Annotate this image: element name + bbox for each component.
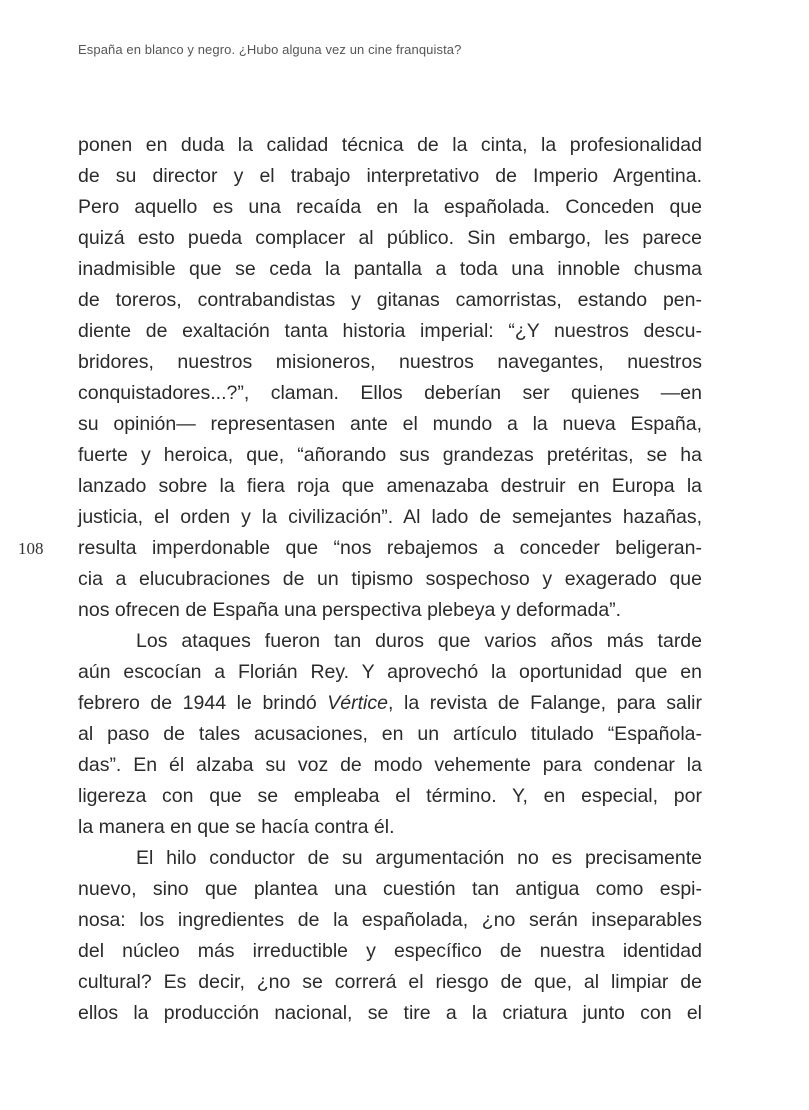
text-line: cultural? Es decir, ¿no se correrá el riesgo de que, al limpiar de xyxy=(78,971,702,993)
text-segment: febrero de 1944 le brindó xyxy=(78,692,328,714)
text-line: diente de exaltación tanta historia imperial: “¿Y nuestros descu- xyxy=(78,320,702,342)
text-line: inadmisible que se ceda la pantalla a toda una innoble chusma xyxy=(78,258,702,280)
text-line: lanzado sobre la fiera roja que amenazaba destruir en Europa la xyxy=(78,475,702,497)
paragraph-start-line: Los ataques fueron tan duros que varios años más tarde xyxy=(136,630,702,652)
text-line: al paso de tales acusaciones, en un artículo titulado “Española- xyxy=(78,723,702,745)
text-line: su opinión— representasen ante el mundo a la nueva España, xyxy=(78,413,702,435)
paragraph-start-line: El hilo conductor de su argumentación no es precisamente xyxy=(136,847,702,869)
text-line: nuevo, sino que plantea una cuestión tan antigua como espi- xyxy=(78,878,702,900)
text-line: conquistadores...?”, claman. Ellos deberían ser quienes —en xyxy=(78,382,702,404)
text-line: resulta imperdonable que “nos rebajemos a conceder beligeran- xyxy=(78,537,702,559)
text-line: del núcleo más irreductible y específico de nuestra identidad xyxy=(78,940,702,962)
text-line: ligereza con que se empleaba el término. Y, en especial, por xyxy=(78,785,702,807)
text-line: nosa: los ingredientes de la españolada, ¿no serán inseparables xyxy=(78,909,702,931)
text-line: bridores, nuestros misioneros, nuestros navegantes, nuestros xyxy=(78,351,702,373)
text-line: aún escocían a Florián Rey. Y aprovechó la oportunidad que en xyxy=(78,661,702,683)
text-line: de su director y el trabajo interpretativo de Imperio Argentina. xyxy=(78,165,702,187)
text-line: nos ofrecen de España una perspectiva plebeya y deformada”. xyxy=(78,599,622,621)
running-header: España en blanco y negro. ¿Hubo alguna vez un cine franquista? xyxy=(78,42,462,57)
text-line-with-italic xyxy=(78,688,702,719)
text-line: das”. En él alzaba su voz de modo vehemente para condenar la xyxy=(78,754,702,776)
text-line: de toreros, contrabandistas y gitanas camorristas, estando pen- xyxy=(78,289,702,311)
text-line: Pero aquello es una recaída en la españolada. Conceden que xyxy=(78,196,702,218)
text-line: quizá esto pueda complacer al público. Sin embargo, les parece xyxy=(78,227,702,249)
text-line: ellos la producción nacional, se tire a la criatura junto con el xyxy=(78,1002,702,1024)
text-line: la manera en que se hacía contra él. xyxy=(78,816,395,838)
text-line: fuerte y heroica, que, “añorando sus grandezas pretéritas, se ha xyxy=(78,444,702,466)
page-number: 108 xyxy=(18,539,44,558)
text-segment: , la revista de Falange, para salir xyxy=(387,692,702,714)
italic-title: Vértice xyxy=(327,692,388,714)
text-line: cia a elucubraciones de un tipismo sospechoso y exagerado que xyxy=(78,568,702,590)
text-line: ponen en duda la calidad técnica de la cinta, la profesionalidad xyxy=(78,134,702,156)
body-text xyxy=(78,130,702,1029)
text-line: justicia, el orden y la civilización”. Al lado de semejantes hazañas, xyxy=(78,506,702,528)
